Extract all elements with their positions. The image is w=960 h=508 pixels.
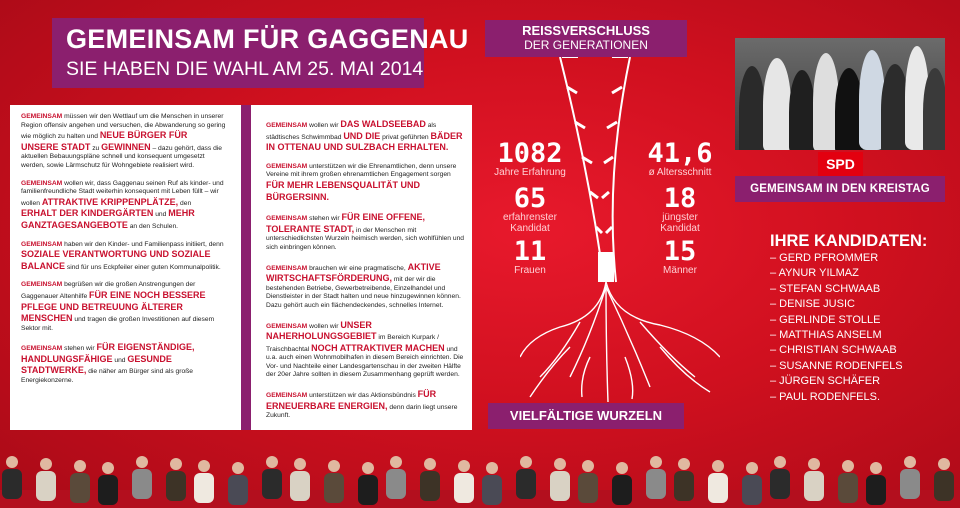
citizen-figure xyxy=(934,458,954,501)
citizen-figure xyxy=(166,458,186,501)
body-text: wollen wir xyxy=(307,122,341,129)
stat-average-age xyxy=(630,140,730,178)
citizen-figure xyxy=(770,456,790,499)
body-text: und xyxy=(112,356,128,364)
right-paragraph xyxy=(266,320,466,381)
highlight-text: BÄDER IN OTTENAU UND SULZBACH ERHALTEN. xyxy=(266,130,463,153)
highlight-text: SOZIALE VERANTWORTUNG UND SOZIALE BALANCE xyxy=(21,249,211,271)
page-title: GEMEINSAM FÜR GAGGENAU xyxy=(66,24,469,54)
zipper-title: REISSVERSCHLUSS xyxy=(522,23,650,38)
stat-value: 41,6 xyxy=(647,138,713,169)
body-text: wollen wir, dass Gaggenau seinen Ruf als kinder- und familienfreundliche Stadt weiterhin konsequent mit Leben füllt – wir wollen xyxy=(21,179,224,207)
stat-value: 15 xyxy=(663,236,697,267)
body-text: haben wir den Kinder- und Familienpass initiiert, denn xyxy=(62,240,224,248)
citizen-figure xyxy=(646,456,666,499)
right-paragraph xyxy=(266,163,466,203)
keyword-gemeinsam: GEMEINSAM xyxy=(266,322,308,330)
citizen-figure xyxy=(228,462,248,505)
right-paragraph xyxy=(266,212,466,252)
citizen-figure xyxy=(454,460,474,503)
spd-logo: SPD xyxy=(818,152,863,176)
body-text: in der Menschen mit unterschiedlichsten Wurzeln heimisch werden, sich wohlfühlen und sich einbringen können. xyxy=(266,226,465,251)
body-text: zu xyxy=(90,144,102,152)
right-paragraph xyxy=(266,262,466,311)
stat-label: Jahre Erfahrung xyxy=(494,167,566,178)
highlight-text: UNSER NAHERHOLUNGSGEBIET xyxy=(266,319,377,342)
highlight-text: FÜR EINE NOCH BESSERE PFLEGE UND BETREUUNG ÄLTERER MENSCHEN xyxy=(21,289,206,324)
keyword-gemeinsam: GEMEINSAM xyxy=(266,264,308,272)
title-banner xyxy=(52,18,469,88)
citizen-figure xyxy=(612,462,632,505)
citizen-figure xyxy=(262,456,282,499)
citizen-figure xyxy=(804,458,824,501)
body-text: und tragen die großen Investitionen auf diesem Sektor mit. xyxy=(21,316,215,332)
keyword-gemeinsam: GEMEINSAM xyxy=(21,179,63,187)
page-subtitle: SIE HABEN DIE WAHL AM 25. MAI 2014 xyxy=(66,58,424,80)
left-text-panel xyxy=(10,105,236,430)
left-paragraph xyxy=(21,281,227,333)
stat-value: 11 xyxy=(513,236,547,267)
citizen-figure xyxy=(36,458,56,501)
highlight-text: NOCH ATTRAKTIVER MACHEN xyxy=(311,342,445,353)
citizen-figure xyxy=(482,462,502,505)
left-paragraph xyxy=(21,180,227,232)
kreistag-banner: GEMEINSAM IN DEN KREISTAG xyxy=(735,176,945,202)
highlight-text: GESUNDE STADTWERKE, xyxy=(21,353,172,376)
body-text: müssen wir den Wettlauf um die Menschen in unserer Region offensiv angehen und versuchen, die Abwanderung so gering wie möglich zu halten und xyxy=(21,113,226,141)
body-text: unterstützen wir das Aktionsbündnis xyxy=(307,392,418,400)
citizen-figure xyxy=(194,460,214,503)
roots-icon xyxy=(520,282,720,402)
zipper-subtitle: DER GENERATIONEN xyxy=(524,38,648,52)
highlight-text: ERHALT DER KINDERGÄRTEN xyxy=(21,208,154,219)
keyword-gemeinsam: GEMEINSAM xyxy=(266,122,308,129)
keyword-gemeinsam: GEMEINSAM xyxy=(266,392,308,400)
stat-oldest xyxy=(480,185,580,234)
candidate-name: – JÜRGEN SCHÄFER xyxy=(770,375,881,388)
keyword-gemeinsam: GEMEINSAM xyxy=(21,345,63,353)
panel-divider xyxy=(236,105,256,430)
citizen-figure xyxy=(866,462,886,505)
body-text: sind für uns Eckpfeiler einer guten Kommunalpolitik. xyxy=(65,263,221,271)
zipper-slider-icon xyxy=(598,252,614,282)
stat-label: Frauen xyxy=(514,265,546,276)
keyword-gemeinsam: GEMEINSAM xyxy=(266,215,308,223)
keyword-gemeinsam: GEMEINSAM xyxy=(21,240,63,248)
body-text: privat geführten xyxy=(380,133,431,141)
zipper-title-banner xyxy=(485,20,687,57)
citizen-figure xyxy=(550,458,570,501)
candidate-name: – CHRISTIAN SCHWAAB xyxy=(770,344,897,357)
stat-youngest xyxy=(630,185,730,234)
body-text: unterstützen wir die Ehrenamtlichen, denn unsere Vereine mit ihrem großen ehrenamtlichen Engagement sorgen xyxy=(266,162,457,179)
citizens-photo-strip xyxy=(0,448,960,508)
body-text: und xyxy=(153,211,169,219)
right-paragraph xyxy=(266,389,466,421)
body-text: als städtisches Schwimmbad xyxy=(266,122,437,141)
candidates-title: IHRE KANDIDATEN: xyxy=(770,232,928,250)
body-text: mit der wir die bestehenden Betriebe, Gewerbetreibende, Einzelhandel und Dienstleister in der Stadt halten und neue hinzugewinnen können. Dazu gehört auch ein flächendeckendes, schnelles Internet. xyxy=(266,276,461,309)
stat-value: 1082 xyxy=(497,138,563,169)
candidates-list xyxy=(770,251,903,405)
stat-label: jüngster Kandidat xyxy=(660,212,700,234)
highlight-text: FÜR EIGENSTÄNDIGE, HANDLUNGSFÄHIGE xyxy=(21,342,195,364)
citizen-figure xyxy=(2,456,22,499)
stat-label: ø Altersschnitt xyxy=(648,167,712,178)
roots-banner: VIELFÄLTIGE WURZELN xyxy=(488,403,684,429)
candidate-name: – AYNUR YILMAZ xyxy=(770,267,859,280)
candidate-name: – STEFAN SCHWAAB xyxy=(770,282,881,295)
highlight-text: MEHR GANZTAGESANGEBOTE xyxy=(21,208,195,230)
citizen-figure xyxy=(838,460,858,503)
left-paragraph xyxy=(21,241,227,273)
highlight-text: FÜR ERNEUERBARE ENERGIEN, xyxy=(266,389,437,411)
candidate-name: – GERLINDE STOLLE xyxy=(770,313,881,326)
stat-experience xyxy=(480,140,580,178)
body-text: stehen wir xyxy=(62,345,97,353)
citizen-figure xyxy=(358,462,378,505)
body-text: begrüßen wir die großen Anstrengungen der Gaggenauer Altenhilfe xyxy=(21,281,196,300)
right-paragraph xyxy=(266,119,466,154)
candidates-group-photo xyxy=(735,38,945,150)
keyword-gemeinsam: GEMEINSAM xyxy=(21,281,63,289)
candidate-name: – DENISE JUSIC xyxy=(770,298,855,311)
keyword-gemeinsam: GEMEINSAM xyxy=(266,162,308,170)
citizen-figure xyxy=(70,460,90,503)
right-text-panel xyxy=(256,105,472,430)
highlight-text: GEWINNEN xyxy=(101,141,151,152)
citizen-figure xyxy=(516,456,536,499)
stat-label: erfahrenster Kandidat xyxy=(503,212,557,234)
citizen-figure xyxy=(674,458,694,501)
body-text: denn darin liegt unsere Zukunft. xyxy=(266,403,458,420)
body-text: im Bereich Kurpark / Traischbachtal xyxy=(266,334,439,353)
left-paragraph xyxy=(21,113,227,171)
body-text: und u.a. auch einen Wohnmobilhafen in diesem Bereich einrichten. Die Vor- und Nachteile einer Landesgartenschau in der zweiten Hälfte der 20er Jahre sollten in diesem Zusammenhang geprüft werden. xyxy=(266,345,464,379)
highlight-text: FÜR EINE OFFENE, TOLERANTE STADT, xyxy=(266,212,425,234)
citizen-figure xyxy=(578,460,598,503)
citizen-figure xyxy=(742,462,762,505)
left-paragraph xyxy=(21,342,227,385)
highlight-text: UND DIE xyxy=(343,130,381,141)
highlight-text: ATTRAKTIVE KRIPPENPLÄTZE, xyxy=(41,196,179,207)
stat-value: 18 xyxy=(663,183,697,214)
citizen-figure xyxy=(708,460,728,503)
highlight-text: AKTIVE WIRTSCHAFTSFÖRDERUNG, xyxy=(266,261,441,284)
body-text: brauchen wir eine pragmatische, xyxy=(307,264,408,272)
highlight-text: NEUE BÜRGER FÜR UNSERE STADT xyxy=(21,130,188,152)
citizen-figure xyxy=(386,456,406,499)
stat-value: 65 xyxy=(513,183,547,214)
stat-men xyxy=(630,238,730,276)
citizen-figure xyxy=(324,460,344,503)
citizen-figure xyxy=(98,462,118,505)
citizen-figure xyxy=(420,458,440,501)
candidate-name: – PAUL RODENFELS. xyxy=(770,390,881,403)
stat-women xyxy=(480,238,580,276)
stat-label: Männer xyxy=(663,265,697,276)
body-text: – dazu gehört, dass die aktuellen Bebauungspläne schnell und konsequent umgesetzt werden, sowie Lärmschutz für Wohngebiete realisiert wird. xyxy=(21,144,223,169)
body-text: wollen wir xyxy=(307,322,341,330)
candidate-name: – GERD PFROMMER xyxy=(770,252,879,264)
citizen-figure xyxy=(132,456,152,499)
highlight-text: DAS WALDSEEBAD xyxy=(340,119,426,129)
candidate-name: – SUSANNE RODENFELS xyxy=(770,359,903,372)
citizen-figure xyxy=(290,458,310,501)
body-text: stehen wir xyxy=(307,215,342,223)
citizen-figure xyxy=(900,456,920,499)
body-text: den xyxy=(178,199,192,207)
highlight-text: FÜR MEHR LEBENSQUALITÄT UND BÜRGERSINN. xyxy=(266,179,420,202)
body-text: an den Schulen. xyxy=(127,222,179,230)
candidate-name: – MATTHIAS ANSELM xyxy=(770,329,882,342)
keyword-gemeinsam: GEMEINSAM xyxy=(21,113,63,120)
body-text: die näher am Bürger sind als große Energiekonzerne. xyxy=(21,368,194,385)
